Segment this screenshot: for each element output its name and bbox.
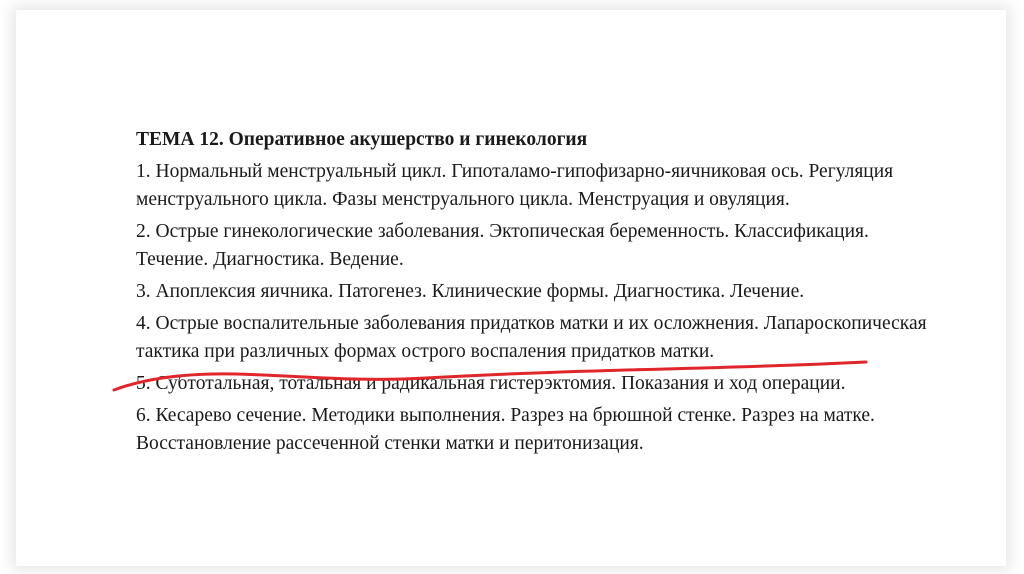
topic-item-3: 3. Апоплексия яичника. Патогенез. Клинические формы. Диагностика. Лечение. — [136, 281, 805, 302]
topic-title: ТЕМА 12. Оперативное акушерство и гинекология — [136, 129, 588, 150]
topic-item-4: 4. Острые воспалительные заболевания придатков матки и их осложнения. Лапароскопическая тактика при различных формах острого воспаления придатков матки. — [136, 313, 927, 362]
slide-content — [136, 126, 936, 462]
topic-item-6: 6. Кесарево сечение. Методики выполнения. Разрез на брюшной стенке. Разрез на матке. Восстановление рассеченной стенки матки и перитонизация. — [136, 405, 875, 454]
topic-item-1: 1. Нормальный менструальный цикл. Гипоталамо-гипофизарно-яичниковая ось. Регуляция менструального цикла. Фазы менструального цикла. Менструация и овуляция. — [136, 161, 894, 210]
topic-item-2: 2. Острые гинекологические заболевания. Эктопическая беременность. Классификация. Течение. Диагностика. Ведение. — [136, 221, 869, 270]
topic-item-5-struck — [136, 370, 936, 398]
topic-item-5: 5. Субтотальная, тотальная и радикальная гистерэктомия. Показания и ход операции. — [136, 373, 846, 394]
slide — [16, 10, 1006, 566]
